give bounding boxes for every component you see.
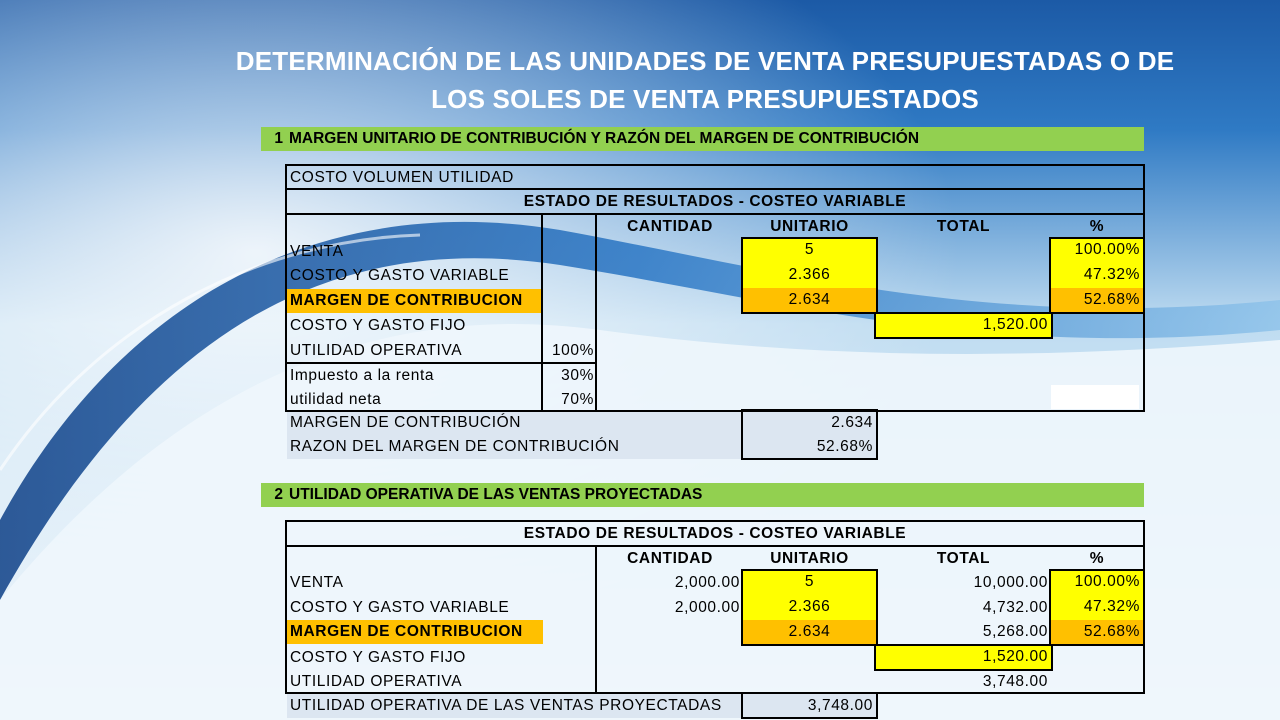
statement-title-2: ESTADO DE RESULTADOS - COSTEO VARIABLE	[523, 525, 907, 542]
row-costo-variable-total-2: 4,732.00	[982, 599, 1048, 616]
title-line-2: LOS SOLES DE VENTA PRESUPUESTADOS	[431, 84, 979, 114]
rule	[595, 545, 597, 693]
row-utilidad-operativa-rate-1: 100%	[551, 342, 594, 359]
row-costo-fijo-label-2: COSTO Y GASTO FIJO	[290, 649, 466, 666]
section-2-heading	[261, 483, 1144, 507]
section-1-heading	[261, 127, 1144, 151]
row-margen-unitario-1: 2.634	[743, 288, 876, 313]
row-costo-variable-unitario-1: 2.366	[743, 263, 876, 288]
row-venta-pct-1: 100.00%	[1051, 238, 1143, 263]
rule	[285, 362, 597, 364]
row-costo-fijo-total-2: 1,520.00	[876, 645, 1051, 670]
section-1-heading-text: MARGEN UNITARIO DE CONTRIBUCIÓN Y RAZÓN DEL MARGEN DE CONTRIBUCIÓN	[289, 130, 920, 147]
row-margen-pct-2: 52.68%	[1051, 620, 1143, 645]
row-utilidad-operativa-label-2: UTILIDAD OPERATIVA	[290, 673, 463, 690]
summary-razon-value: 52.68%	[743, 435, 876, 459]
section-1-number: 1	[274, 130, 283, 147]
section-2-heading-text: UTILIDAD OPERATIVA DE LAS VENTAS PROYECTADAS	[289, 486, 703, 503]
row-utilidad-neta-label: utilidad neta	[290, 391, 382, 408]
row-venta-unitario-1: 5	[743, 238, 876, 263]
row-costo-variable-label-2: COSTO Y GASTO VARIABLE	[290, 599, 510, 616]
summary-utilidad-label: UTILIDAD OPERATIVA DE LAS VENTAS PROYECTADAS	[287, 694, 743, 718]
header-unitario-2: UNITARIO	[770, 550, 849, 567]
row-utilidad-operativa-label-1: UTILIDAD OPERATIVA	[290, 342, 463, 359]
row-costo-variable-label-1: COSTO Y GASTO VARIABLE	[290, 267, 510, 284]
row-venta-label-1: VENTA	[290, 243, 344, 260]
header-unitario-1: UNITARIO	[770, 218, 849, 235]
header-total-1: TOTAL	[936, 218, 991, 235]
row-venta-pct-2: 100.00%	[1051, 570, 1143, 595]
row-margen-total-2: 5,268.00	[982, 623, 1048, 640]
row-costo-fijo-label-1: COSTO Y GASTO FIJO	[290, 317, 466, 334]
header-total-2: TOTAL	[936, 550, 991, 567]
rule	[285, 188, 1145, 190]
summary-utilidad-value: 3,748.00	[743, 694, 876, 718]
row-costo-variable-pct-1: 47.32%	[1051, 263, 1143, 288]
row-costo-fijo-total-1: 1,520.00	[876, 313, 1051, 338]
row-utilidad-operativa-total-2: 3,748.00	[982, 673, 1048, 690]
slide-title	[180, 42, 1230, 118]
row-costo-variable-cantidad-2: 2,000.00	[674, 599, 740, 616]
row-impuesto-rate: 30%	[561, 367, 594, 384]
summary-margen-label: MARGEN DE CONTRIBUCIÓN	[287, 411, 743, 435]
row-venta-total-2: 10,000.00	[973, 574, 1048, 591]
rule	[285, 213, 1145, 215]
row-venta-label-2: VENTA	[290, 574, 344, 591]
title-line-1: DETERMINACIÓN DE LAS UNIDADES DE VENTA PRESUPUESTADAS O DE	[235, 46, 1175, 76]
rule	[595, 213, 597, 411]
row-margen-label-1: MARGEN DE CONTRIBUCION	[287, 289, 543, 313]
row-costo-variable-pct-2: 47.32%	[1051, 595, 1143, 620]
row-venta-cantidad-2: 2,000.00	[674, 574, 740, 591]
header-pct-1: %	[1089, 218, 1105, 235]
header-cantidad-2: CANTIDAD	[627, 550, 713, 567]
cvu-table-title: COSTO VOLUMEN UTILIDAD	[290, 169, 514, 186]
row-costo-variable-unitario-2: 2.366	[743, 595, 876, 620]
row-margen-label-2: MARGEN DE CONTRIBUCION	[287, 620, 543, 644]
summary-margen-value: 2.634	[743, 411, 876, 435]
summary-razon-label: RAZON DEL MARGEN DE CONTRIBUCIÓN	[287, 435, 743, 459]
row-venta-unitario-2: 5	[743, 570, 876, 595]
row-impuesto-label: Impuesto a la renta	[290, 367, 435, 384]
row-utilidad-neta-rate: 70%	[561, 391, 594, 408]
header-cantidad-1: CANTIDAD	[627, 218, 713, 235]
header-pct-2: %	[1089, 550, 1105, 567]
rule	[541, 213, 543, 411]
row-margen-pct-1: 52.68%	[1051, 288, 1143, 313]
row-margen-unitario-2: 2.634	[743, 620, 876, 645]
rule	[285, 545, 1145, 547]
blank-cell	[1051, 385, 1139, 409]
section-2-number: 2	[274, 486, 283, 503]
statement-title-1: ESTADO DE RESULTADOS - COSTEO VARIABLE	[523, 193, 907, 210]
